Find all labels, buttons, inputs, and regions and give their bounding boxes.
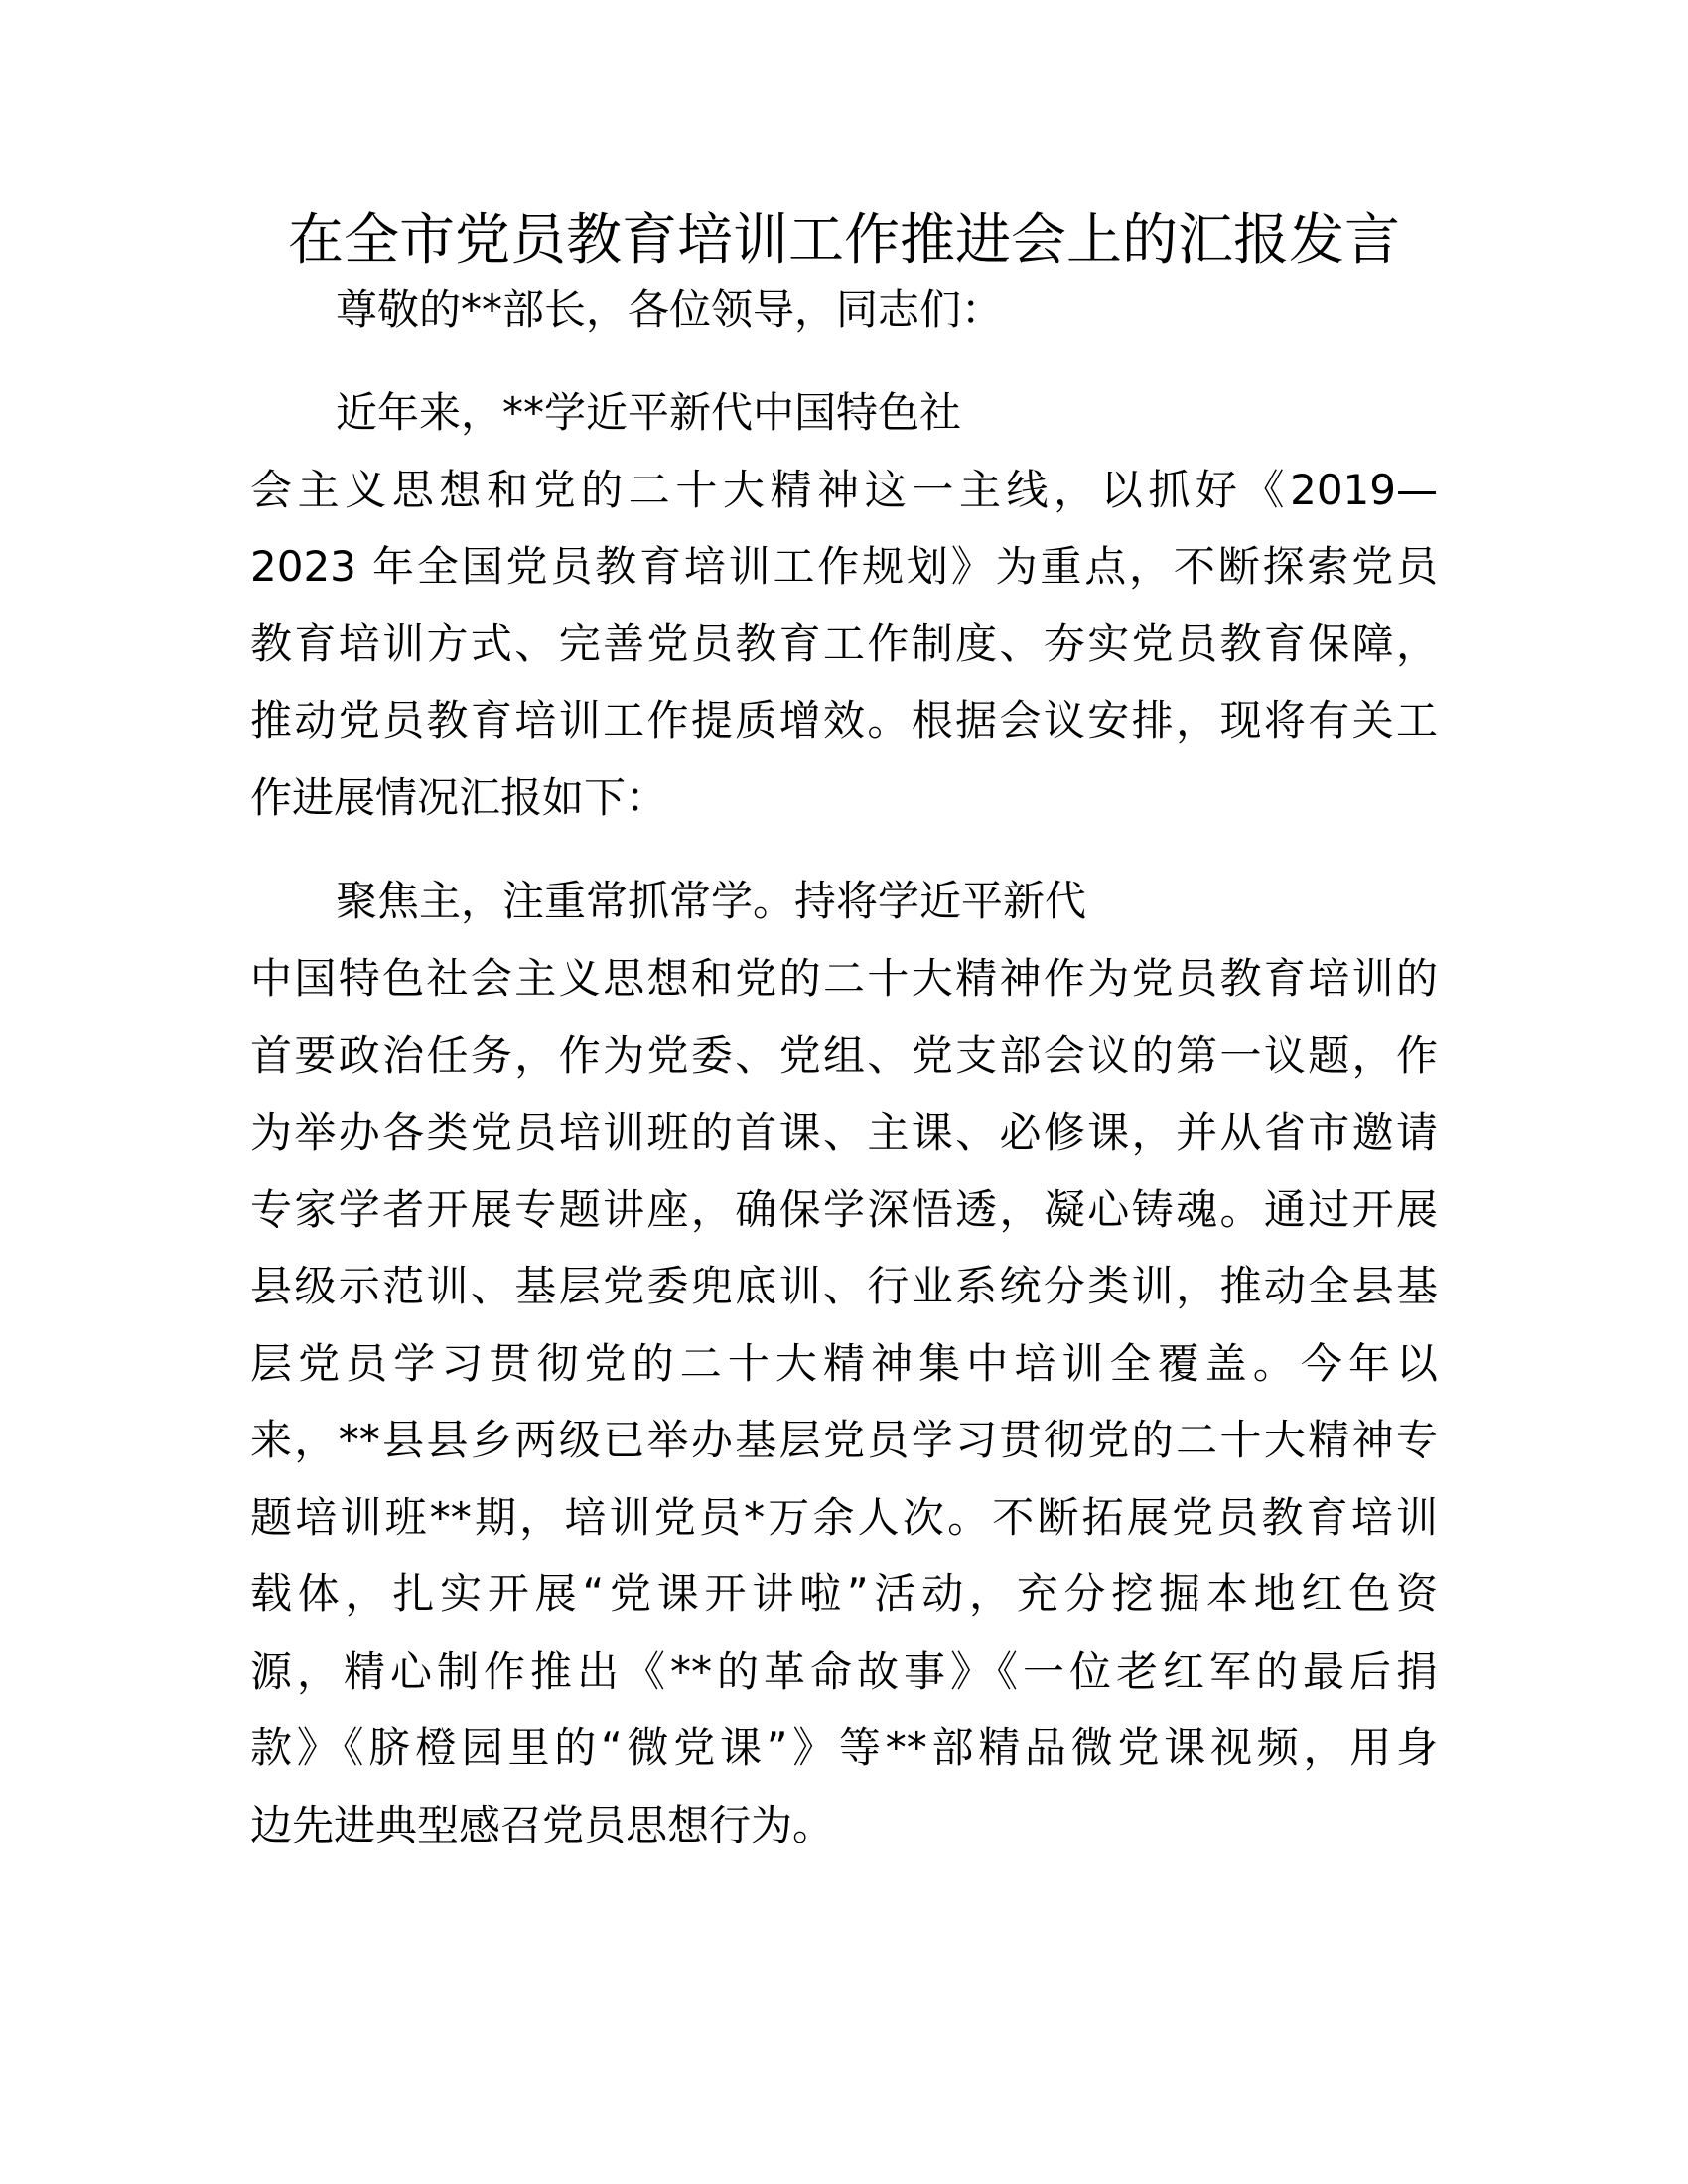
- paragraph-line: 近年来，**学近平新代中国特色社: [336, 388, 962, 437]
- paragraph-line: 教育培训方式、完善党员教育工作制度、夯实党员教育保障，: [250, 619, 1438, 668]
- paragraph-line: 首要政治任务，作为党委、党组、党支部会议的第一议题，作: [250, 1031, 1438, 1080]
- paragraph-line: 层党员学习贯彻党的二十大精神集中培训全覆盖。今年以: [250, 1339, 1438, 1388]
- paragraph-line: 款》《脐橙园里的“微党课”》等**部精品微党课视频，用身: [250, 1723, 1438, 1772]
- paragraph-line: 来，**县县乡两级已举办基层党员学习贯彻党的二十大精神专: [250, 1416, 1438, 1464]
- paragraph-line: 题培训班**期，培训党员*万余人次。不断拓展党员教育培训: [250, 1493, 1438, 1542]
- document-title: 在全市党员教育培训工作推进会上的汇报发言: [288, 208, 1400, 273]
- salutation: 尊敬的**部长，各位领导，同志们：: [336, 285, 1004, 334]
- paragraph-line: 专家学者开展专题讲座，确保学深悟透，凝心铸魂。通过开展: [250, 1185, 1438, 1234]
- paragraph-line: 中国特色社会主义思想和党的二十大精神作为党员教育培训的: [250, 954, 1438, 1003]
- paragraph-line: 源，精心制作推出《**的革命故事》《一位老红军的最后捐: [250, 1647, 1438, 1696]
- paragraph-line: 边先进典型感召党员思想行为。: [250, 1801, 835, 1849]
- paragraph-line: 2023 年全国党员教育培训工作规划》为重点，不断探索党员: [250, 542, 1438, 591]
- paragraph-line: 县级示范训、基层党委兜底训、行业系统分类训，推动全县基: [250, 1262, 1438, 1310]
- paragraph-line: 载体，扎实开展“党课开讲啦”活动，充分挖掘本地红色资: [250, 1570, 1438, 1618]
- paragraph-line: 聚焦主，注重常抓常学。持将学近平新代: [336, 877, 1087, 925]
- paragraph-line: 推动党员教育培训工作提质增效。根据会议安排，现将有关工: [250, 696, 1438, 745]
- paragraph-line: 作进展情况汇报如下：: [250, 773, 668, 822]
- paragraph-line: 为举办各类党员培训班的首课、主课、必修课，并从省市邀请: [250, 1108, 1438, 1157]
- paragraph-line: 会主义思想和党的二十大精神这一主线，以抓好《2019—: [250, 466, 1438, 514]
